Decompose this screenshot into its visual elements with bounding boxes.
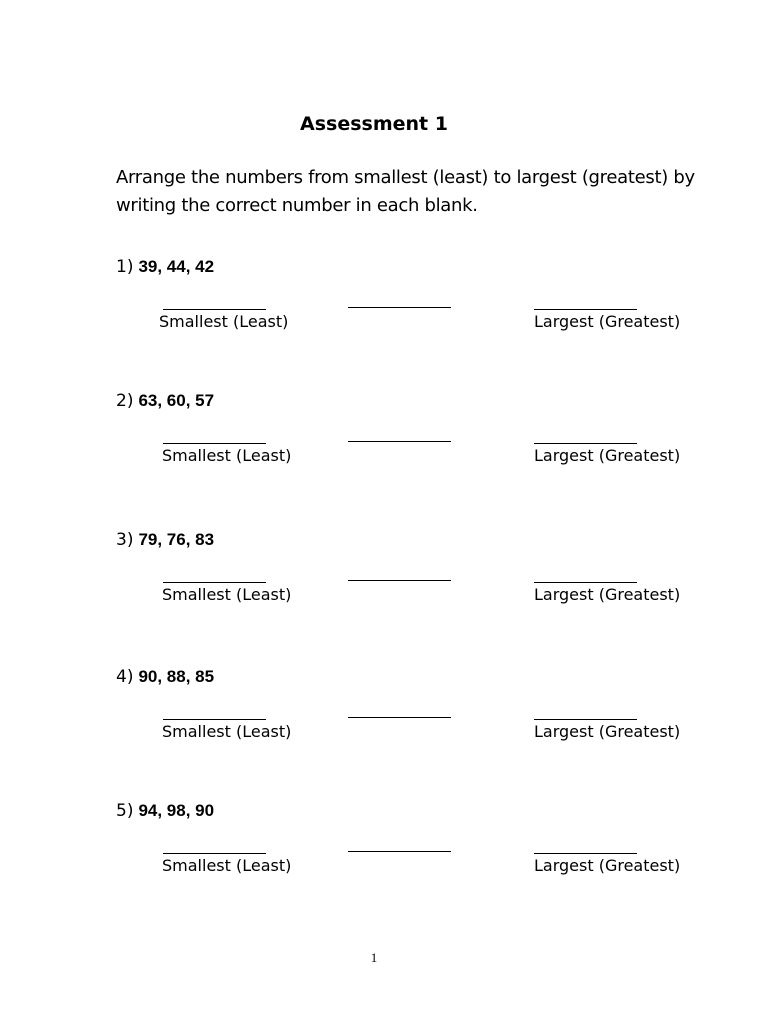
largest-label: Largest (Greatest) (534, 446, 681, 465)
answer-blank-largest[interactable] (534, 719, 637, 720)
answer-blank-largest[interactable] (534, 853, 637, 854)
answer-blank-middle[interactable] (348, 851, 451, 852)
answer-blank-largest[interactable] (534, 309, 637, 310)
page-title: Assessment 1 (300, 113, 448, 135)
question-number: 5) (116, 801, 134, 821)
answer-blank-smallest[interactable] (163, 582, 266, 583)
question-heading (116, 800, 214, 822)
answer-blank-smallest[interactable] (163, 443, 266, 444)
smallest-label: Smallest (Least) (162, 446, 292, 465)
question-heading (116, 256, 214, 278)
smallest-label: Smallest (Least) (162, 585, 292, 604)
answer-blank-largest[interactable] (534, 582, 637, 583)
question-number: 4) (116, 667, 134, 687)
instructions-text: Arrange the numbers from smallest (least) to largest (greatest) by writing the correct number in each blank. (116, 167, 695, 216)
largest-label: Largest (Greatest) (534, 722, 681, 741)
answer-blank-middle[interactable] (348, 441, 451, 442)
answer-blank-smallest[interactable] (163, 309, 266, 310)
question-heading (116, 666, 214, 688)
question-number: 3) (116, 530, 134, 550)
largest-label: Largest (Greatest) (534, 312, 681, 331)
question-5 (0, 800, 768, 900)
answer-blank-middle[interactable] (348, 717, 451, 718)
smallest-label: Smallest (Least) (162, 856, 292, 875)
page-number: 1 (370, 950, 378, 965)
answer-blank-smallest[interactable] (163, 853, 266, 854)
smallest-label: Smallest (Least) (159, 312, 289, 331)
answer-blank-middle[interactable] (348, 307, 451, 308)
question-1 (0, 256, 768, 356)
smallest-label: Smallest (Least) (162, 722, 292, 741)
question-numbers: 90, 88, 85 (138, 667, 215, 686)
question-numbers: 79, 76, 83 (138, 530, 215, 549)
question-3 (0, 529, 768, 629)
question-numbers: 39, 44, 42 (138, 257, 215, 276)
question-heading (116, 529, 214, 551)
question-2 (0, 390, 768, 490)
largest-label: Largest (Greatest) (534, 856, 681, 875)
question-numbers: 63, 60, 57 (138, 391, 215, 410)
answer-blank-largest[interactable] (534, 443, 637, 444)
question-numbers: 94, 98, 90 (138, 801, 215, 820)
question-number: 2) (116, 391, 134, 411)
largest-label: Largest (Greatest) (534, 585, 681, 604)
question-number: 1) (116, 257, 134, 277)
question-heading (116, 390, 214, 412)
answer-blank-smallest[interactable] (163, 719, 266, 720)
question-4 (0, 666, 768, 766)
answer-blank-middle[interactable] (348, 580, 451, 581)
